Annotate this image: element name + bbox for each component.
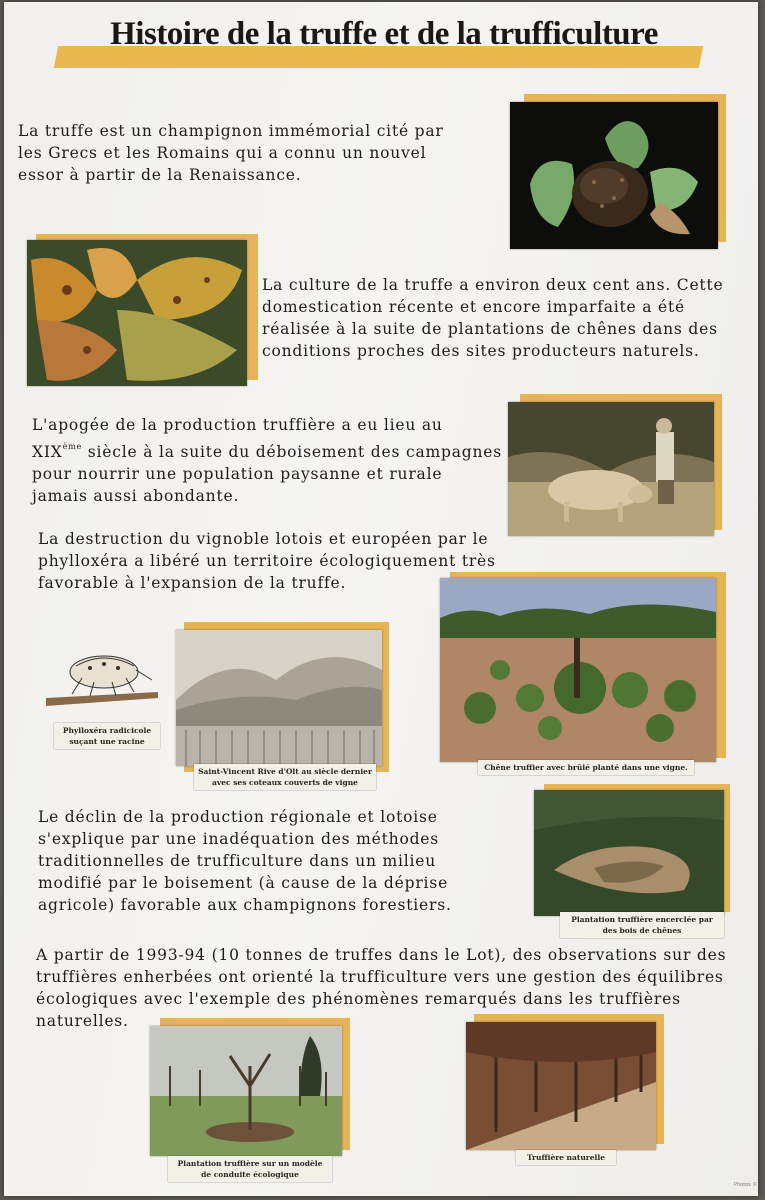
paragraph-line: A partir de 1993-94 (10 tonnes de truffes dans le Lot), des observations sur des [36,946,727,964]
caption-line: Saint-Vincent Rive d'Olt au siècle dernier [198,767,372,776]
ecological-plantation-photo [150,1026,342,1156]
paragraph-line [32,436,512,463]
century-numeral: XIX [32,443,63,461]
paragraph-line: modifié par le boisement (à cause de la déprise [38,874,449,892]
paragraph-text: siècle à la suite du déboisement des campagnes [82,443,502,461]
caption-truffiere-naturelle [516,1150,616,1165]
paragraph-line: traditionnelles de trufficulture dans un milieu [38,852,437,870]
paragraph-line: favorable à l'expansion de la truffe. [38,574,347,592]
caption-plantation-modele [168,1156,332,1182]
paragraph-line: jamais aussi abondante. [32,487,240,505]
caption-line: suçant une racine [69,737,145,746]
paragraph-culture [262,274,732,362]
vineyard-photo [440,578,716,762]
paragraph-line: écologiques avec l'exemple des phénomènes remarqués dans les truffières [36,990,681,1008]
oak-leaves-photo [27,240,247,386]
caption-line: Chêne truffier avec brûlé planté dans une vigne. [484,763,688,772]
paragraph-declin [38,806,528,916]
forest-plantation-photo [534,790,724,916]
paragraph-line: L'apogée de la production truffière a eu lieu au [32,416,443,434]
paragraph-line: agricole) favorable aux champignons forestiers. [38,896,452,914]
phylloxera-drawing [42,646,162,716]
century-suffix: ème [62,442,83,451]
pig-hunting-photo [508,402,714,536]
paragraph-line: domestication récente et encore imparfaite a été [262,298,686,316]
paragraph-line: La culture de la truffe a environ deux cent ans. Cette [262,276,724,294]
caption-line: des bois de chênes [602,926,682,935]
caption-saint-vincent [194,764,376,790]
paragraph-line: réalisée à la suite de plantations de chênes dans des [262,320,718,338]
saint-vincent-photo [176,630,382,766]
paragraph-origins [18,120,518,186]
paragraph-line: La truffe est un champignon immémorial cité par [18,122,444,140]
caption-line: avec ses coteaux couverts de vigne [212,778,358,787]
paragraph-line: phylloxéra a libéré un territoire écologiquement très [38,552,496,570]
paragraph-line: naturelles. [36,1012,129,1030]
paragraph-line: les Grecs et les Romains qui a connu un nouvel [18,144,427,162]
paragraph-line: s'explique par une inadéquation des méthodes [38,830,440,848]
paragraph-line: La destruction du vignoble lotois et européen par le [38,530,489,548]
poster [4,2,758,1196]
paragraph-line: pour nourrir une population paysanne et rurale [32,465,443,483]
paragraph-apogee [32,414,512,507]
truffle-photo [510,102,718,249]
poster-title: Histoire de la truffe et de la trufficulture [110,16,658,52]
caption-line: Plantation truffière encerclée par [571,915,713,924]
caption-line: Plantation truffière sur un modèle [177,1159,323,1168]
caption-line: de conduite écologique [201,1170,299,1179]
caption-line: Truffière naturelle [527,1153,605,1162]
photo-credit-mark: Photos © [734,1182,758,1188]
caption-line: Phylloxéra radicicole [62,726,152,735]
caption-phylloxera [54,723,160,749]
paragraph-line: essor à partir de la Renaissance. [18,166,302,184]
paragraph-line: Le déclin de la production régionale et lotoise [38,808,438,826]
paragraph-line: truffières enherbées ont orienté la trufficulture vers une gestion des équilibres [36,968,724,986]
caption-chene [478,760,694,775]
natural-truffiere-photo [466,1022,656,1150]
caption-plantation-bois [560,912,724,938]
paragraph-line: conditions proches des sites producteurs naturels. [262,342,700,360]
